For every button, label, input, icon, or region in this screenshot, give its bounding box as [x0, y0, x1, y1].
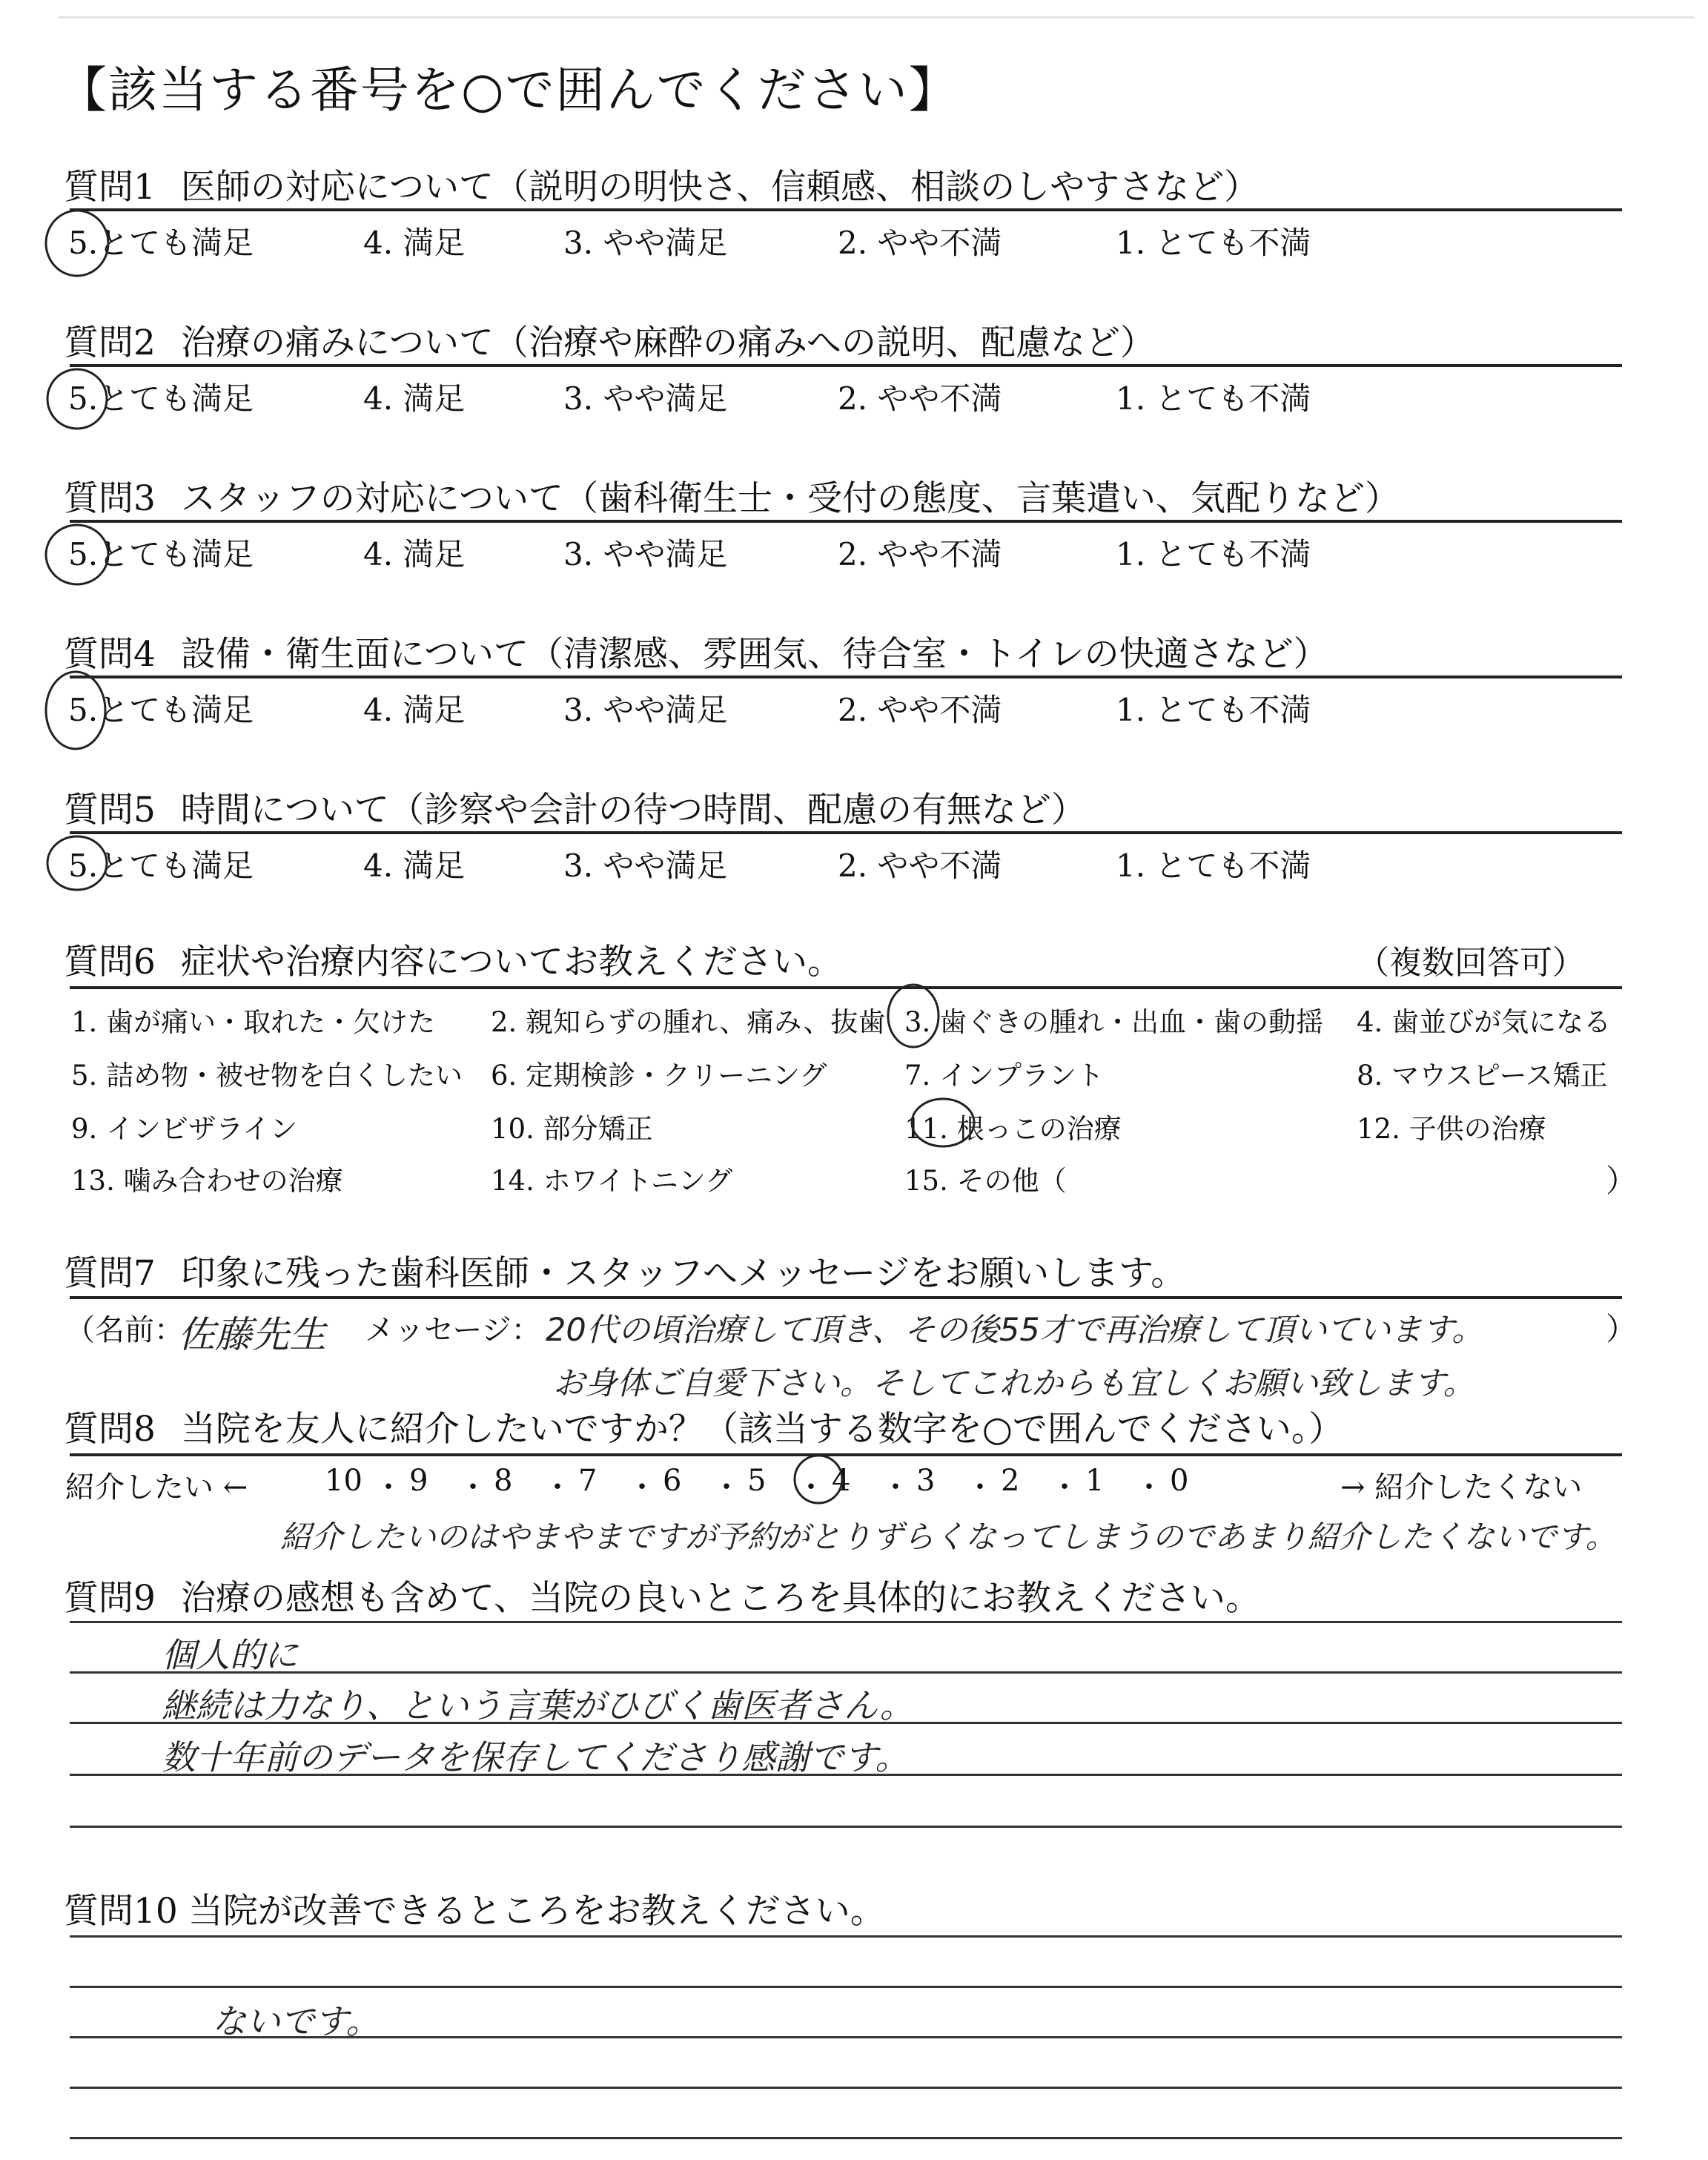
q10-line-1	[70, 1935, 1622, 1938]
question-8-title	[64, 1401, 1343, 1451]
symptom-option-2[interactable]: 2. 親知らずの腫れ、痛み、抜歯	[491, 1006, 886, 1038]
question-8-rule	[70, 1453, 1622, 1456]
question-1-rule	[70, 208, 1622, 211]
q9-line-1	[70, 1621, 1622, 1623]
message-label: メッセージ：	[365, 1313, 541, 1347]
question-1-option-2[interactable]: 2. やや不満	[838, 225, 1002, 261]
scale-separator: ・	[627, 1470, 657, 1505]
question-6-number: 質問6	[64, 942, 156, 982]
symptom-option-15[interactable]: 15. その他（	[904, 1165, 1067, 1197]
question-4-number: 質問4	[64, 634, 156, 675]
question-1-option-5[interactable]: 5.とても満足	[68, 225, 254, 261]
scale-separator: ・	[543, 1470, 572, 1505]
symptom-option-5[interactable]: 5. 詰め物・被せ物を白くしたい	[71, 1060, 463, 1091]
question-3-rule	[70, 520, 1622, 523]
question-5-title	[64, 782, 1086, 832]
question-3-option-1[interactable]: 1. とても不満	[1116, 536, 1311, 572]
question-5-option-2[interactable]: 2. やや不満	[838, 848, 1002, 884]
question-5-option-4[interactable]: 4. 満足	[363, 848, 466, 884]
symptom-option-4[interactable]: 4. 歯並びが気になる	[1357, 1006, 1612, 1038]
question-2-option-2[interactable]: 2. やや不満	[838, 380, 1002, 417]
question-2-option-4[interactable]: 4. 満足	[363, 380, 466, 417]
recommend-score-6[interactable]: 6	[663, 1464, 682, 1498]
q9-line-5	[70, 1826, 1622, 1828]
question-5-option-3[interactable]: 3. やや満足	[563, 848, 728, 884]
question-6-text: 症状や治療内容についてお教えください。	[180, 942, 842, 982]
question-6-title	[64, 934, 842, 984]
question-3-option-4[interactable]: 4. 満足	[363, 536, 466, 572]
question-5-text: 時間について（診察や会計の待つ時間、配慮の有無など）	[180, 790, 1086, 830]
recommend-score-9[interactable]: 9	[409, 1464, 428, 1498]
recommend-score-8[interactable]: 8	[494, 1464, 513, 1498]
q10-line-4	[70, 2087, 1622, 2089]
recommend-score-10[interactable]: 10	[325, 1464, 363, 1498]
symptom-option-8[interactable]: 8. マウスピース矯正	[1357, 1060, 1608, 1091]
recommend-score-4[interactable]: 4	[832, 1464, 851, 1498]
question-4-option-2[interactable]: 2. やや不満	[838, 692, 1002, 728]
recommend-score-2[interactable]: 2	[1001, 1464, 1020, 1498]
question-4-option-1[interactable]: 1. とても不満	[1116, 692, 1311, 728]
recommend-comment: 紹介したいのはやまやまですが予約がとりずらくなってしまうのであまり紹介したくないです。	[280, 1519, 1617, 1555]
question-3-number: 質問3	[64, 478, 156, 519]
top-border	[58, 16, 1695, 19]
recommend-right-label: → 紹介したくない	[1340, 1470, 1583, 1505]
q9-line-2	[70, 1671, 1622, 1674]
question-5-number: 質問5	[64, 790, 156, 830]
question-1-title	[64, 159, 1259, 209]
symptom-option-10[interactable]: 10. 部分矯正	[491, 1113, 653, 1145]
symptom-option-13[interactable]: 13. 噛み合わせの治療	[71, 1165, 343, 1197]
message-close-paren: ）	[1606, 1311, 1638, 1347]
other-close-paren: ）	[1606, 1163, 1638, 1199]
symptom-option-14[interactable]: 14. ホワイトニング	[491, 1165, 733, 1197]
question-7-number: 質問7	[64, 1253, 156, 1294]
q9-answer-line-1: 個人的に	[162, 1635, 298, 1675]
symptom-option-6[interactable]: 6. 定期検診・クリーニング	[491, 1060, 827, 1091]
question-10-text: 当院が改善できるところをお教えください。	[188, 1891, 885, 1932]
question-7-title	[64, 1246, 1185, 1295]
recommend-score-3[interactable]: 3	[916, 1464, 936, 1498]
question-5-option-5[interactable]: 5.とても満足	[68, 848, 254, 884]
question-2-option-1[interactable]: 1. とても不満	[1116, 380, 1311, 417]
question-4-text: 設備・衛生面について（清潔感、雰囲気、待合室・トイレの快適さなど）	[180, 634, 1328, 675]
question-2-rule	[70, 364, 1622, 367]
question-1-option-4[interactable]: 4. 満足	[363, 225, 466, 261]
q10-line-5	[70, 2137, 1622, 2139]
symptom-option-7[interactable]: 7. インプラント	[904, 1060, 1105, 1091]
scale-separator: ・	[1134, 1470, 1164, 1505]
scale-separator: ・	[374, 1470, 403, 1505]
symptom-option-12[interactable]: 12. 子供の治療	[1357, 1113, 1546, 1145]
question-9-text: 治療の感想も含めて、当院の良いところを具体的にお教えください。	[180, 1578, 1260, 1619]
question-3-option-5[interactable]: 5.とても満足	[68, 536, 254, 572]
question-4-option-5[interactable]: 5.とても満足	[68, 692, 254, 728]
name-value: 佐藤先生	[178, 1313, 326, 1356]
question-1-option-3[interactable]: 3. やや満足	[563, 225, 728, 261]
question-10-number: 質問10	[64, 1891, 178, 1932]
question-2-number: 質問2	[64, 323, 156, 363]
recommend-score-0[interactable]: 0	[1170, 1464, 1189, 1498]
question-6-rule	[70, 986, 1622, 989]
symptom-option-3[interactable]: 3. 歯ぐきの腫れ・出血・歯の動揺	[904, 1006, 1324, 1038]
symptom-option-1[interactable]: 1. 歯が痛い・取れた・欠けた	[71, 1006, 436, 1038]
message-line-2: お身体ご自愛下さい。そしてこれからも宜しくお願い致します。	[553, 1365, 1475, 1402]
question-4-option-3[interactable]: 3. やや満足	[563, 692, 728, 728]
question-2-option-3[interactable]: 3. やや満足	[563, 380, 728, 417]
question-10-title	[64, 1883, 885, 1933]
scale-separator: ・	[1050, 1470, 1079, 1505]
q10-answer: ないです。	[212, 2001, 380, 2041]
question-2-title	[64, 315, 1155, 365]
question-2-text: 治療の痛みについて（治療や麻酔の痛みへの説明、配慮など）	[180, 323, 1156, 363]
question-2-option-5[interactable]: 5.とても満足	[68, 380, 254, 417]
question-3-title	[64, 471, 1400, 521]
question-3-text: スタッフの対応について（歯科衛生士・受付の態度、言葉遣い、気配りなど）	[180, 478, 1400, 519]
message-line-1: 20代の頃治療して頂き、その後55才で再治療して頂いています。	[546, 1312, 1484, 1349]
question-3-option-2[interactable]: 2. やや不満	[838, 536, 1002, 572]
symptom-option-11[interactable]: 11. 根っこの治療	[904, 1113, 1122, 1145]
recommend-score-5[interactable]: 5	[747, 1464, 767, 1498]
question-7-text: 印象に残った歯科医師・スタッフへメッセージをお願いします。	[180, 1253, 1186, 1294]
question-8-number: 質問8	[64, 1409, 156, 1450]
question-5-option-1[interactable]: 1. とても不満	[1116, 848, 1311, 884]
scale-separator: ・	[712, 1470, 741, 1505]
recommend-score-1[interactable]: 1	[1085, 1464, 1105, 1498]
scale-separator: ・	[965, 1470, 995, 1505]
q10-line-2	[70, 1986, 1622, 1988]
question-4-rule	[70, 676, 1622, 678]
scale-separator: ・	[881, 1470, 910, 1505]
page-header: 【該当する番号を○で囲んでください】	[58, 62, 959, 119]
question-3-option-3[interactable]: 3. やや満足	[563, 536, 728, 572]
scale-separator: ・	[458, 1470, 488, 1505]
question-8-text: 当院を友人に紹介したいですか？（該当する数字を○で囲んでください。）	[180, 1409, 1344, 1450]
question-9-number: 質問9	[64, 1578, 156, 1619]
symptom-option-9[interactable]: 9. インビザライン	[71, 1113, 297, 1145]
question-1-text: 医師の対応について（説明の明快さ、信頼感、相談のしやすさなど）	[180, 167, 1260, 208]
question-5-rule	[70, 831, 1622, 834]
question-1-option-1[interactable]: 1. とても不満	[1116, 225, 1311, 261]
multiple-answers-note: （複数回答可）	[1357, 944, 1585, 982]
question-4-title	[64, 627, 1328, 676]
name-label: （名前：	[65, 1313, 184, 1347]
recommend-score-7[interactable]: 7	[578, 1464, 598, 1498]
q9-answer-line-2: 継続は力なり、という言葉がひびく歯医者さん。	[162, 1685, 914, 1725]
recommend-left-label: 紹介したい ←	[65, 1470, 248, 1505]
question-9-title	[64, 1571, 1260, 1620]
q9-answer-line-3: 数十年前のデータを保存してくださり感謝です。	[162, 1737, 910, 1777]
question-1-number: 質問1	[64, 167, 156, 208]
question-7-rule	[70, 1296, 1622, 1299]
scale-separator: ・	[796, 1470, 826, 1505]
question-4-option-4[interactable]: 4. 満足	[363, 692, 466, 728]
